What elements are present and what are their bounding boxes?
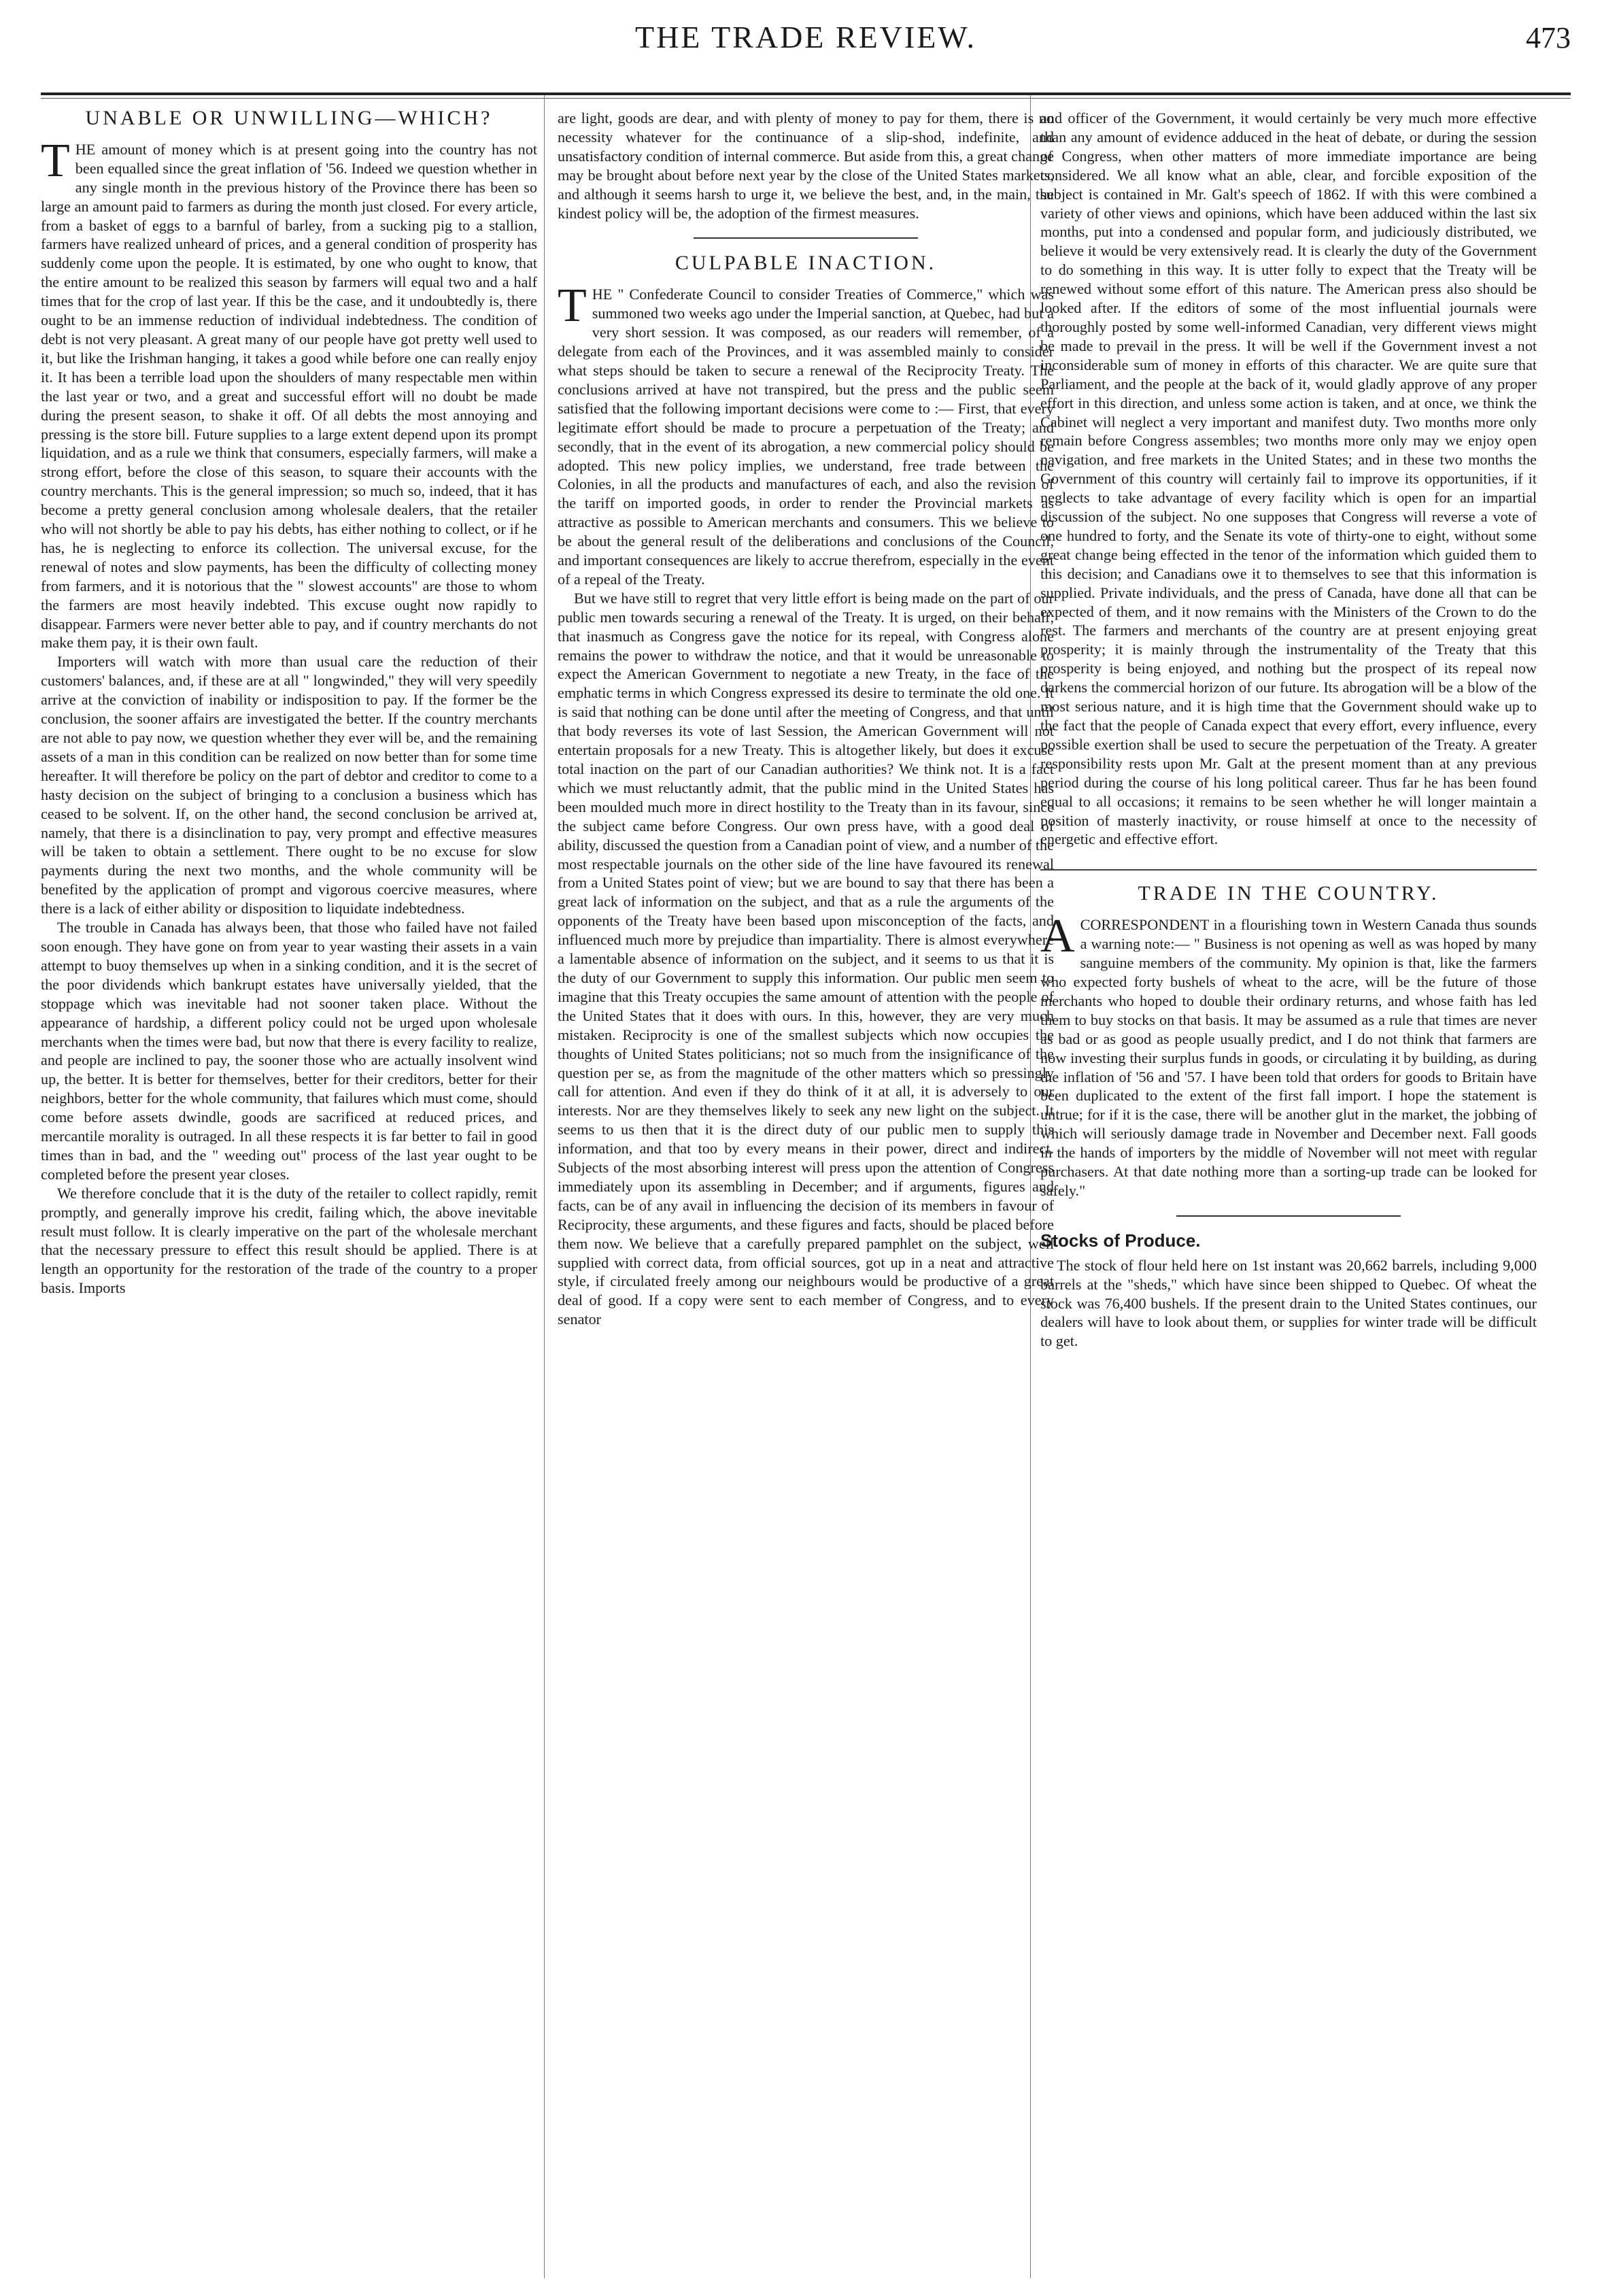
column-divider <box>544 95 545 2278</box>
drop-cap: T <box>41 134 70 187</box>
article-title: CULPABLE INACTION. <box>675 252 937 275</box>
section-divider <box>694 237 918 239</box>
drop-cap: T <box>558 280 587 333</box>
section-divider <box>1040 869 1537 871</box>
header-rule-thin <box>41 98 1571 99</box>
article-paragraph: The trouble in Canada has always been, that those who failed have not failed soon enough. They have gone on from year to year wasting their assets in a vain attempt to buoy themselves up when in a sinking condition, and it is the secret of the poor dividends which bankrupt estates have universally yielded, that the stoppage which was inevitable had not sooner taken place. Without the appearance of hardship, a different policy could not be urged upon wholesale merchants when the times were bad, but now that there is every facility to realize, and people are inclined to pay, the sooner those who are actually insolvent wind up, the better. It is better for themselves, better for their creditors, better for their neighbors, better for the whole community, that failures which must come, should come before assets dwindle, goods are sacrificed at reduced prices, and mercantile morality is outraged. In all these respects it is far better to fail in good times than in bad, and the " weeding out" process of the last year ought to be completed before the present year closes. <box>41 919 537 1183</box>
article-paragraph <box>41 134 537 652</box>
paragraph-text: CORRESPONDENT in a flourishing town in Western Canada thus sounds a warning note:— " Business is not opening as well as was hoped by many sanguine members of the community. My opinion is that, like the farmers who expected forty bushels of wheat to the acre, will be the future of those merchants who hoped to double their ordinary returns, and whose faith has led them to buy stocks on that basis. It may be assumed as a rule that times are never as bad or as good as people usually predict, and I do not think that farmers are now investing their surplus funds in goods, or circulating it by building, as during the inflation of '56 and '57. I have been told that orders for goods to Britain have been duplicated to the extent of the first fall import. I hope the statement is untrue; for if it is the case, there will be another glut in the market, the jobbing of which will seriously damage trade in November and December next. Fall goods in the hands of importers by the middle of November will not meet with regular purchasers. At that date nothing more than a sorting-up trade can be looked for safely." <box>1040 916 1537 1199</box>
article-paragraph: But we have still to regret that very little effort is being made on the part of our public men towards securing a renewal of the Treaty. It is urged, on their behalf, that inasmuch as Congress gave the notice for its repeal, with Congress alone remains the power to withdraw the notice, and that it would be unreasonable to expect the American Government to negotiate a new Treaty, in the face of the emphatic terms in which Congress expressed its desire to terminate the old one. It is said that nothing can be done until after the meeting of Congress, and that until that body reverses its vote of last Session, the American Government will not entertain proposals for a new Treaty. This is altogether likely, but does it excuse total inaction on the part of our Canadian authorities? We think not. It is a fact which we must reluctantly admit, that the public mind in the United States has been moulded much more in direct hostility to the Treaty than in its favour, since the subject came before Congress. Our own press have, with a good deal of ability, discussed the question from a Canadian point of view, and a number of the most respectable journals on the other side of the line have favoured its renewal from a United States point of view; but we are bound to say that there has been a great lack of information on the subject, and that as a rule the arguments of the opponents of the Treaty have been based upon misconception of the facts, and influenced much more by prejudice than impartiality. There is almost everywhere a lamentable absence of information on the subject, and it seems to us that it is the duty of our Government to supply this information. Our public men seem to imagine that this Treaty occupies the same amount of attention with the people of the United States that it does with ours. In this, however, they are very much mistaken. Reciprocity is one of the smallest subjects which now occupies the thoughts of United States politicians; not so much from the insignificance of the question per se, as from the magnitude of the other matters which so pressingly call for attention. And even if they do think of it at all, it is adversely to our interests. Nor are they themselves likely to seek any new light on the subject. It seems to us then that it is the direct duty of our public men to supply this information, and that too by every means in their power, direct and indirect. Subjects of the most absorbing interest will press upon the attention of Congress immediately upon its assembling in December; and if arguments, figures and facts, can be of any avail in influencing the decision of its members in favour of Reciprocity, these arguments, and these figures and facts, should be placed before them now. We believe that a carefully prepared pamphlet on the subject, well supplied with correct data, from official sources, got up in a neat and attractive style, if circulated freely among our neighbours would be productive of a great deal of good. If a copy were sent to each member of Congress, and to every senator <box>558 589 1054 1328</box>
column-2 <box>558 109 1054 1329</box>
running-title: THE TRADE REVIEW. <box>634 20 976 54</box>
paragraph-text: HE amount of money which is at present going into the country has not been equalled since the great inflation of '56. Indeed we question whether in any single month in the previous history of the Province there has been so large an amount paid to farmers as during the month just closed. For every article, from a basket of eggs to a barnful of barley, from a sucking pig to a stallion, farmers have realized unheard of prices, and a general condition of prosperity has suddenly come upon the people. It is estimated, by one who ought to know, that the entire amount to be realized this season by farmers will equal two and a half times that for the crop of last year. If this be the case, and it undoubtedly is, there ought to be an immense reduction of individual indebtedness. The condition of debt is not very pleasant. A great many of our people have got pretty well used to it, but like the Irishman hanging, it takes a good while before one can really enjoy it. It has been a terrible load upon the shoulders of many respectable men within the last year or two, and a great and successful effort will no doubt be made during the present season, to shake it off. Of all debts the most annoying and pressing is the store bill. Future supplies to a large extent depend upon its prompt liquidation, and as a rule we think that consumers, especially farmers, will make a strong effort, before the close of this season, to square their accounts with the country merchants. This is the general impression; so much so, indeed, that it has become a pretty general conclusion among wholesale dealers, that the retailer who will not shortly be able to pay his debts, has either nothing to collect, or if he has, he is neglecting to enforce its collection. The universal excuse, for the renewal of notes and slow payments, has been the difficulty of collecting money from farmers, and it is notorious that the " slowest accounts" are those to whom the farmers are most heavily indebted. This excuse ought now rapidly to disappear. Farmers were never better able to pay, and if country merchants do not make them pay, it is their own fault. <box>41 140 537 652</box>
article-paragraph <box>1040 910 1537 1200</box>
drop-cap: A <box>1040 910 1075 963</box>
page-number: 473 <box>1526 21 1571 54</box>
header-rule <box>41 92 1571 95</box>
page-header <box>41 12 1571 94</box>
article-paragraph: We therefore conclude that it is the duty of the retailer to collect rapidly, remit promptly, and generally improve his credit, failing which, the above inevitable result must follow. It is clearly imperative on the part of the wholesale merchant that the necessary pressure to effect this result should be applied. There is at length an opportunity for the restoration of the trade of the country to a proper basis. Imports <box>41 1184 537 1297</box>
article-subtitle: Stocks of Produce. <box>1040 1230 1201 1251</box>
section-divider <box>1176 1215 1401 1217</box>
paragraph-text: HE " Confederate Council to consider Treaties of Commerce," which was summoned two weeks ago under the Imperial sanction, at Quebec, had but a very short session. It was composed, as our readers will remember, of a delegate from each of the Provinces, and it was assembled mainly to consider what steps should be taken to secure a renewal of the Reciprocity Treaty. The conclusions arrived at have not transpired, but the press and the public seem satisfied that the following important decisions were come to :— First, that every legitimate effort should be made to procure a perpetuation of the Treaty; and secondly, that in the event of its abrogation, a new commercial policy should be adopted. This new policy implies, we understand, free trade between the Colonies, in all the products and manufactures of each, and also the revision of the tariff on imported goods, in order to render the Provincial markets as attractive as possible to American merchants and consumers. This we believe to be about the general result of the deliberations and conclusions of the Council, and important consequences are likely to accrue therefrom, especially in the event of a repeal of the Treaty. <box>558 286 1054 588</box>
column-1 <box>41 109 537 1298</box>
article-title: UNABLE OR UNWILLING—WHICH? <box>85 107 493 129</box>
column-3 <box>1040 109 1537 1351</box>
article-paragraph: Importers will watch with more than usual care the reduction of their customers' balances, and, if these are at all " longwinded," they will very speedily arrive at the conviction of inability or indisposition to pay. If the former be the conclusion, the sooner affairs are investigated the better. If the country merchants are not able to pay now, we question whether they ever will be, and the remaining assets of a man in this condition can be realized on now better than for some time hereafter. It will therefore be policy on the part of debtor and creditor to come to a hasty decision on the subject of bringing to a conclusion a business which has ceased to be solvent. If, on the other hand, the second conclusion be arrived at, namely, that there is a disinclination to pay, very prompt and effective measures will be taken to obtain a settlement. There ought to be no excuse for slow payments during the next two months, and the whole community will be benefited by the application of prompt and vigorous coercive measures, where there is a lack of either ability or disposition to liquidate indebtedness. <box>41 653 537 917</box>
article-paragraph: are light, goods are dear, and with plenty of money to pay for them, there is no necessity whatever for the continuance of a slip-shod, indefinite, and unsatisfactory condition of internal commerce. But aside from this, a great change may be brought about before next year by the close of the United States markets, and although it seems harsh to urge it, we believe the best, and, in the main, the kindest policy will be, the adoption of the firmest measures. <box>558 109 1054 222</box>
article-paragraph: and officer of the Government, it would certainly be very much more effective than any amount of evidence adduced in the heat of debate, or during the session of Congress, when other matters of more immediate importance are being considered. We all know what an able, clear, and forcible exposition of the subject is contained in Mr. Galt's speech of 1862. If with this were combined a variety of other views and opinions, which have been adduced within the last six months, put into a condensed and popular form, and judiciously distributed, we believe it would be very extensively read. It is clearly the duty of the Government to do something in this way. It is utter folly to expect that the Treaty will be renewed without some effort of this nature. The American press also should be looked after. If the editors of some of the most influential journals were thoroughly posted by some well-informed Canadian, very different views might be made to prevail in the press. It will be well if the Government invest a not inconsiderable sum of money in efforts of this character. We are quite sure that Parliament, and the people at the back of it, would gladly approve of any proper effort in this direction, and unless some action is taken, and at once, we think the Cabinet will neglect a very important and manifest duty. Two months more only remain before Congress assembles; two months more only may we enjoy open navigation, and free markets in the United States; and in these two months the Government of this country will certainly fail to improve its opportunities, if it neglects to take advantage of every facility which is open for an impartial discussion of the subject. No one supposes that Congress will reverse a vote of one hundred to forty, and the Senate its vote of thirty-one to eight, without some great change being effected in the tenor of the information which guided them to this decision; and Canadians owe it to themselves to see that this information is supplied. Private individuals, and the press of Canada, have done all that can be expected of them, and it now remains with the Ministers of the Crown to do the rest. The farmers and merchants of the country are at present enjoying great prosperity; it is mainly through the instrumentality of the Treaty that this prosperity is being enjoyed, and nothing but the prospect of its repeal now darkens the commercial horizon of our future. Its abrogation will be a blow of the most serious nature, and it is high time that the Government should wake up to the fact that the people of Canada expect that every effort, every influence, every possible exertion shall be used to secure the perpetuation of the Treaty. A greater responsibility rests upon Mr. Galt at the present moment than at any previous period during the course of his long political career. Thus far he has been found equal to all occasions; it remains to be seen whether he will longer maintain a position of masterly inactivity, or rouse himself at once to the necessity of energetic and effective effort. <box>1040 109 1537 848</box>
article-paragraph: The stock of flour held here on 1st instant was 20,662 barrels, including 9,000 barrels at the "sheds," which have since been shipped to Quebec. Of wheat the stock was 76,400 bushels. If the present drain to the United States continues, our dealers will have to look about them, or supplies for winter trade will be difficult to get. <box>1040 1256 1537 1350</box>
article-title: TRADE IN THE COUNTRY. <box>1138 882 1439 905</box>
article-paragraph <box>558 280 1054 589</box>
